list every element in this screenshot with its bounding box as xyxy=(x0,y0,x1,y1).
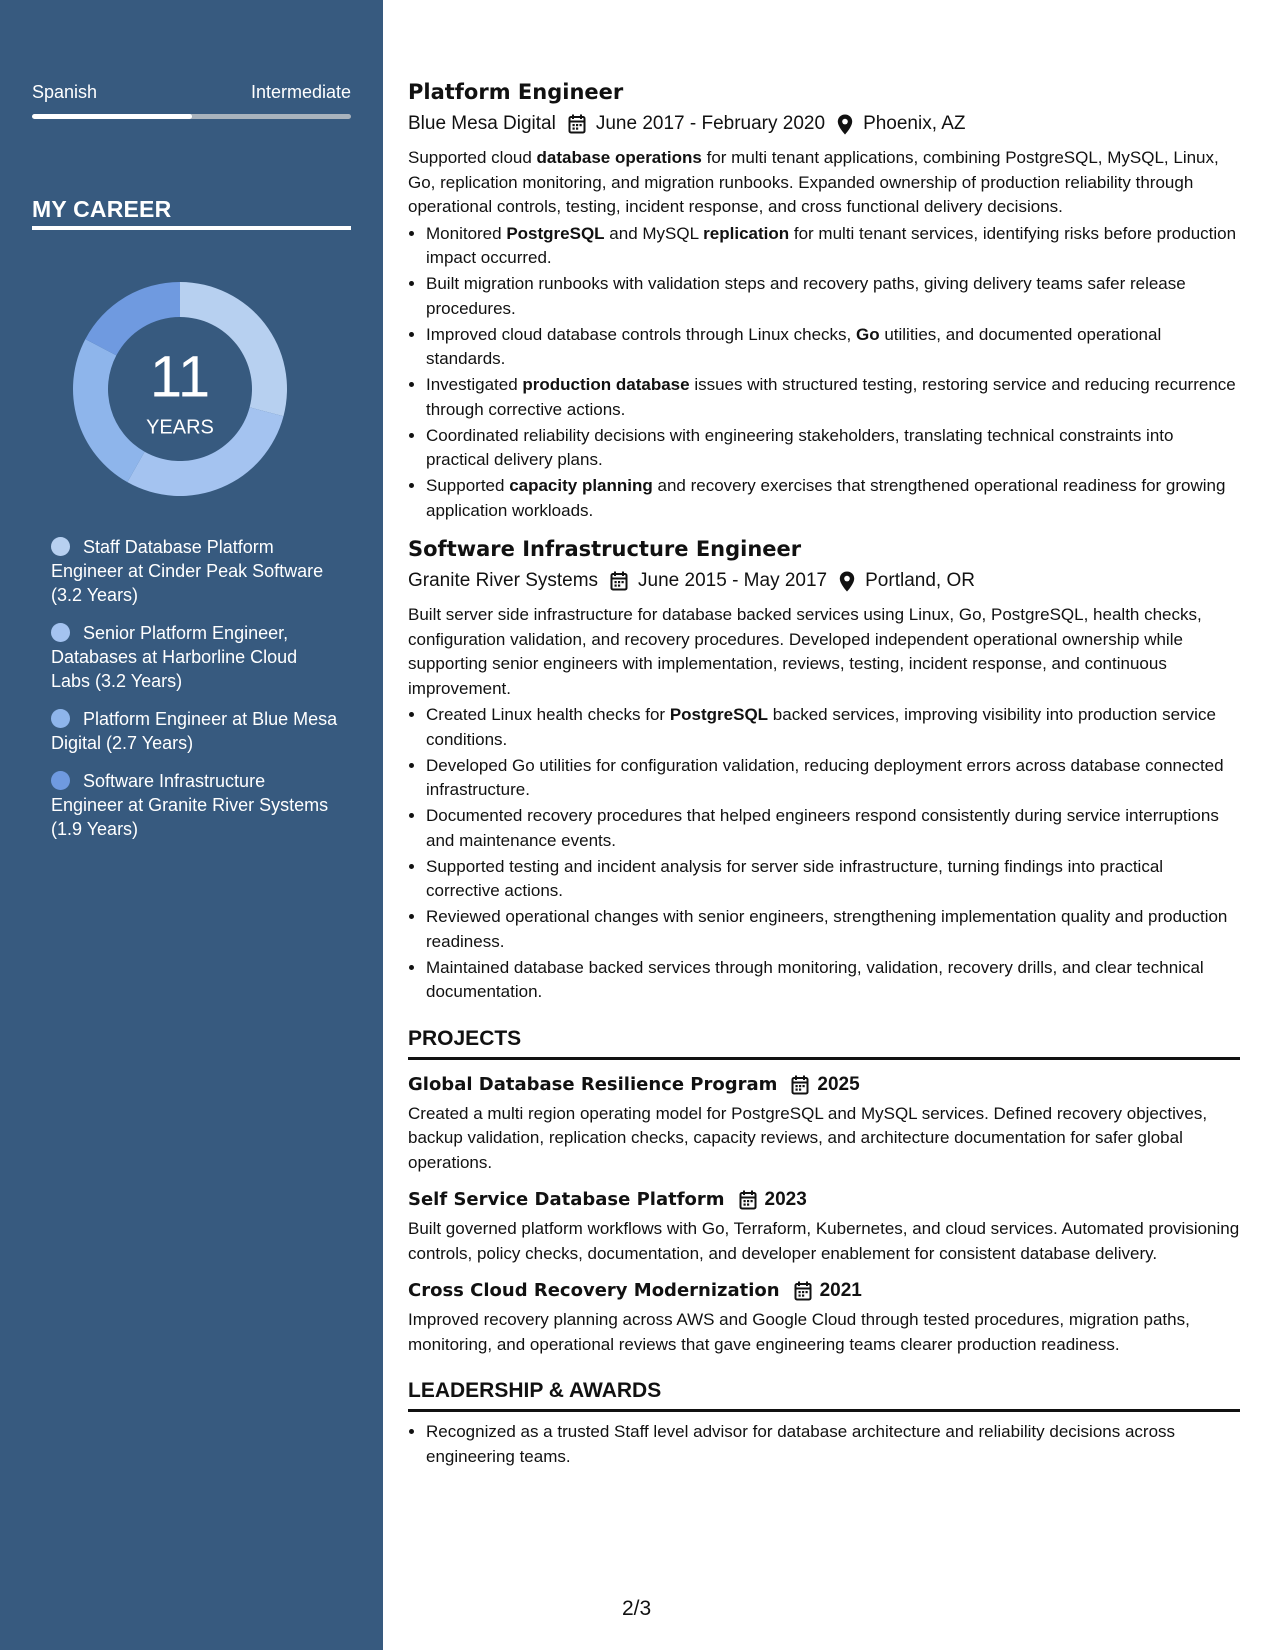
job-bullet: • Supported testing and incident analysis for server side infrastructure, turning findings into practical corrective actions. xyxy=(426,855,1240,904)
job-meta xyxy=(408,567,1240,595)
leadership-bullets xyxy=(408,1420,1240,1469)
career-legend-text: Platform Engineer at Blue Mesa Digital (2.7 Years) xyxy=(51,709,338,753)
career-legend-item xyxy=(51,621,341,693)
donut-segment-3 xyxy=(73,339,145,482)
projects-divider xyxy=(408,1057,1240,1060)
career-years-label: YEARS xyxy=(146,416,214,439)
job-description: Supported cloud database operations for multi tenant applications, combining PostgreSQL, MySQL, Linux, Go, replication monitoring, and migration runbooks. Expanded ownership of production reliability through operational controls, testing, incident response, and cross functional delivery decisions. xyxy=(408,148,1219,216)
job-bullet: • Investigated production database issues with structured testing, restoring service and reducing recurrence through corrective actions. xyxy=(426,373,1240,422)
project-entry xyxy=(408,1072,1240,1176)
project-entry xyxy=(408,1278,1240,1357)
project-header xyxy=(408,1072,1240,1098)
career-total-years: 11 xyxy=(149,344,211,410)
job-company: Blue Mesa Digital xyxy=(408,113,556,134)
career-legend-item xyxy=(51,535,341,607)
career-legend-text: Software Infrastructure Engineer at Granite River Systems (1.9 Years) xyxy=(51,771,329,839)
calendar-icon xyxy=(794,1281,812,1301)
project-entry xyxy=(408,1187,1240,1266)
project-description: Improved recovery planning across AWS and Google Cloud through tested procedures, migration paths, monitoring, and operational reviews that gave engineering teams clearer production readiness. xyxy=(408,1310,1190,1354)
project-description: Built governed platform workflows with Go, Terraform, Kubernetes, and cloud services. Automated provisioning controls, policy checks, documentation, and developer enablement for consistent database delivery. xyxy=(408,1219,1240,1263)
leadership-heading: LEADERSHIP & AWARDS xyxy=(408,1379,662,1402)
calendar-icon xyxy=(739,1190,757,1210)
location-pin-icon xyxy=(839,571,855,592)
legend-dot-icon xyxy=(51,623,70,642)
project-title: Self Service Database Platform xyxy=(408,1189,725,1210)
job-title: Software Infrastructure Engineer xyxy=(408,537,802,561)
projects-heading: PROJECTS xyxy=(408,1026,522,1050)
project-header xyxy=(408,1187,1240,1213)
job-meta xyxy=(408,110,1240,138)
job-bullet: • Maintained database backed services through monitoring, validation, recovery drills, and clear technical documentation. xyxy=(426,956,1240,1005)
career-legend-item xyxy=(51,707,341,755)
project-title: Global Database Resilience Program xyxy=(408,1073,778,1095)
career-legend-item xyxy=(51,769,341,841)
job-bullets xyxy=(408,703,1240,1005)
career-divider xyxy=(32,226,351,230)
job-bullet: • Reviewed operational changes with senior engineers, strengthening implementation quality and production readiness. xyxy=(426,905,1240,954)
career-section-title: MY CAREER xyxy=(32,196,172,222)
language-name: Spanish xyxy=(32,82,98,102)
career-legend-text: Staff Database Platform Engineer at Cinder Peak Software (3.2 Years) xyxy=(51,537,324,605)
main-content xyxy=(408,78,1240,1471)
project-year: 2025 xyxy=(817,1073,860,1095)
job-bullet: • Improved cloud database controls through Linux checks, Go utilities, and documented operational standards. xyxy=(426,323,1240,372)
job-entry xyxy=(408,78,1240,523)
job-bullet: • Supported capacity planning and recovery exercises that strengthened operational readiness for growing application workloads. xyxy=(426,474,1240,523)
job-title: Platform Engineer xyxy=(408,80,624,104)
job-bullet: • Created Linux health checks for PostgreSQL backed services, improving visibility into production service conditions. xyxy=(426,703,1240,752)
language-proficiency-fill xyxy=(32,114,192,119)
calendar-icon xyxy=(791,1075,809,1095)
page-number: 2/3 xyxy=(622,1597,652,1620)
job-bullet: • Developed Go utilities for configuration validation, reducing deployment errors across database connected infrastructure. xyxy=(426,754,1240,803)
project-title: Cross Cloud Recovery Modernization xyxy=(408,1280,780,1301)
career-legend xyxy=(51,535,341,855)
legend-dot-icon xyxy=(51,537,70,556)
job-bullet: • Documented recovery procedures that helped engineers respond consistently during service interruptions and maintenance events. xyxy=(426,804,1240,853)
project-year: 2021 xyxy=(819,1280,862,1301)
job-bullet: • Coordinated reliability decisions with engineering stakeholders, translating technical constraints into practical delivery plans. xyxy=(426,424,1240,473)
job-company: Granite River Systems xyxy=(408,570,599,591)
leadership-divider xyxy=(408,1409,1240,1412)
calendar-icon xyxy=(568,114,586,134)
legend-dot-icon xyxy=(51,771,70,790)
job-dates: June 2015 - May 2017 xyxy=(638,570,828,591)
legend-dot-icon xyxy=(51,709,70,728)
calendar-icon xyxy=(610,571,628,591)
career-legend-text: Senior Platform Engineer, Databases at Harborline Cloud Labs (3.2 Years) xyxy=(51,623,298,691)
project-year: 2023 xyxy=(764,1189,807,1210)
language-row xyxy=(32,82,351,103)
job-description: Built server side infrastructure for database backed services using Linux, Go, PostgreSQL, health checks, configuration validation, and recovery procedures. Developed independent operational ownership while supporting senior engineers with implementation, reviews, testing, incident response, and continuous improvement. xyxy=(408,605,1202,698)
job-dates: June 2017 - February 2020 xyxy=(595,113,826,134)
job-location: Portland, OR xyxy=(865,570,975,591)
career-donut-chart xyxy=(66,275,294,503)
job-entry xyxy=(408,535,1240,1005)
project-header xyxy=(408,1278,1240,1304)
job-bullets xyxy=(408,222,1240,524)
job-location: Phoenix, AZ xyxy=(863,113,966,134)
job-bullet: • Monitored PostgreSQL and MySQL replication for multi tenant services, identifying risks before production impact occurred. xyxy=(426,222,1240,271)
leadership-bullet: • Recognized as a trusted Staff level advisor for database architecture and reliability decisions across engineering teams. xyxy=(426,1420,1240,1469)
project-description: Created a multi region operating model for PostgreSQL and MySQL services. Defined recovery objectives, backup validation, replication checks, capacity reviews, and architecture documentation for safer global operations. xyxy=(408,1103,1208,1172)
job-bullet: • Built migration runbooks with validation steps and recovery paths, giving delivery teams safer release procedures. xyxy=(426,272,1240,321)
location-pin-icon xyxy=(837,114,853,135)
language-level: Intermediate xyxy=(250,82,351,102)
language-proficiency-bar xyxy=(32,114,351,119)
sidebar xyxy=(0,0,383,1650)
